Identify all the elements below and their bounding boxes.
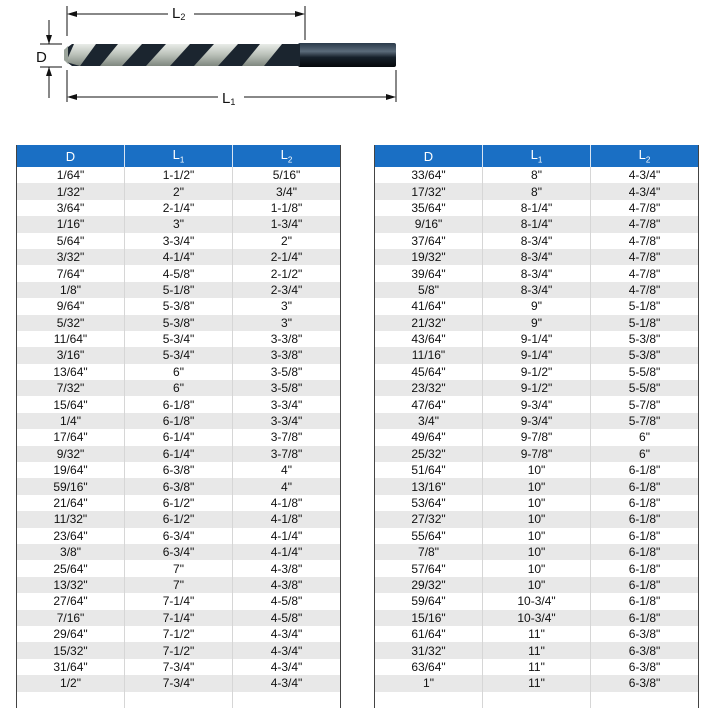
l1-label: L1 [222,90,236,107]
table-row [17,642,341,658]
cell-flute-length: 4-1/8" [233,511,341,527]
table-row [375,331,699,347]
cell-diameter: 49/64" [375,429,483,445]
cell-flute-length: 3" [233,315,341,331]
table-row [17,593,341,609]
cell-diameter: 51/64" [375,462,483,478]
cell-overall-length: 6-1/2" [125,511,233,527]
table-row [375,282,699,298]
cell-diameter: 19/32" [375,249,483,265]
cell-diameter: 3/8" [17,544,125,560]
table-row [17,396,341,412]
cell-flute-length: 6-3/8" [591,675,699,691]
cell-diameter: 13/32" [17,577,125,593]
l1-dimension [67,70,396,107]
cell-diameter: 17/64" [17,429,125,445]
table-row [17,528,341,544]
cell-flute-length: 4-3/8" [233,577,341,593]
cell-diameter: 59/16" [17,478,125,494]
cell-flute-length: 6-1/8" [591,560,699,576]
cell-flute-length: 3-3/8" [233,331,341,347]
table-row [17,429,341,445]
cell-overall-length: 5-1/8" [125,282,233,298]
cell-overall-length: 9-1/4" [483,347,591,363]
cell-flute-length: 2" [233,233,341,249]
cell-flute-length: 3" [233,298,341,314]
cell-diameter: 31/32" [375,642,483,658]
table-row [375,446,699,462]
cell-diameter: 27/64" [17,593,125,609]
table-row [17,626,341,642]
cell-diameter: 1" [375,675,483,691]
table-row [375,298,699,314]
cell-overall-length: 3" [125,216,233,232]
cell-overall-length [483,692,591,708]
d-label: D [36,49,47,66]
cell-overall-length: 5-3/8" [125,298,233,314]
cell-flute-length: 4-3/4" [233,626,341,642]
table-row [17,200,341,216]
cell-overall-length: 9-7/8" [483,446,591,462]
cell-overall-length: 7-1/2" [125,642,233,658]
cell-flute-length: 6" [591,429,699,445]
cell-overall-length: 7-3/4" [125,675,233,691]
cell-overall-length: 8-3/4" [483,265,591,281]
cell-flute-length: 6-1/8" [591,528,699,544]
cell-flute-length: 6-1/8" [591,593,699,609]
table-row [375,610,699,626]
cell-flute-length: 2-3/4" [233,282,341,298]
cell-flute-length: 5/16" [233,167,341,183]
table-row [375,659,699,675]
cell-diameter: 59/64" [375,593,483,609]
cell-overall-length: 8-1/4" [483,200,591,216]
cell-overall-length: 8-3/4" [483,233,591,249]
cell-overall-length: 6-3/4" [125,528,233,544]
cell-overall-length: 8" [483,167,591,183]
cell-overall-length: 10" [483,495,591,511]
cell-flute-length: 4" [233,478,341,494]
cell-overall-length: 11" [483,642,591,658]
cell-flute-length: 4-1/8" [233,495,341,511]
cell-diameter: 1/2" [17,675,125,691]
table-row [17,659,341,675]
cell-overall-length: 9-3/4" [483,396,591,412]
cell-overall-length: 6" [125,380,233,396]
cell-diameter: 37/64" [375,233,483,249]
cell-flute-length: 5-5/8" [591,364,699,380]
cell-diameter: 3/32" [17,249,125,265]
cell-overall-length: 4-5/8" [125,265,233,281]
cell-flute-length: 3-3/4" [233,396,341,412]
cell-diameter: 31/64" [17,659,125,675]
cell-overall-length: 6-3/4" [125,544,233,560]
header-l2: $L_2$ [233,145,341,167]
cell-flute-length: 4-3/4" [591,183,699,199]
cell-overall-length: 9-3/4" [483,413,591,429]
cell-overall-length: 2" [125,183,233,199]
cell-diameter: 5/8" [375,282,483,298]
cell-diameter: 17/32" [375,183,483,199]
cell-flute-length: 6-1/8" [591,495,699,511]
cell-overall-length: 3-3/4" [125,233,233,249]
cell-flute-length: 5-7/8" [591,396,699,412]
cell-diameter: 9/16" [375,216,483,232]
table-row [375,593,699,609]
table-row [375,495,699,511]
table-row [17,478,341,494]
cell-diameter: 23/64" [17,528,125,544]
cell-overall-length: 7-1/4" [125,593,233,609]
cell-diameter: 9/64" [17,298,125,314]
cell-diameter: 11/16" [375,347,483,363]
table-row [17,331,341,347]
cell-diameter: 7/8" [375,544,483,560]
table-row [17,577,341,593]
table-row [17,610,341,626]
cell-flute-length: 6-1/8" [591,478,699,494]
cell-diameter: 45/64" [375,364,483,380]
cell-flute-length [591,692,699,708]
table-row [375,315,699,331]
table-row [375,528,699,544]
table-row [375,167,699,183]
cell-overall-length: 9-1/2" [483,380,591,396]
cell-flute-length: 6" [591,446,699,462]
cell-flute-length: 2-1/4" [233,249,341,265]
cell-flute-length: 6-3/8" [591,626,699,642]
cell-diameter: 13/16" [375,478,483,494]
cell-diameter: 11/32" [17,511,125,527]
cell-diameter: 3/64" [17,200,125,216]
cell-diameter: 19/64" [17,462,125,478]
header-d: D [17,145,125,167]
drill-bit [64,43,396,67]
cell-overall-length: 8-3/4" [483,282,591,298]
cell-overall-length: 8-3/4" [483,249,591,265]
table-row [17,249,341,265]
cell-flute-length: 4-1/4" [233,544,341,560]
cell-flute-length: 4-3/4" [233,642,341,658]
cell-overall-length: 10" [483,462,591,478]
cell-flute-length: 4-5/8" [233,610,341,626]
cell-overall-length: 10" [483,560,591,576]
cell-overall-length: 6-1/8" [125,413,233,429]
cell-diameter: 27/32" [375,511,483,527]
table-row [17,167,341,183]
cell-diameter: 7/32" [17,380,125,396]
cell-diameter: 1/4" [17,413,125,429]
table-row [375,233,699,249]
table-row [17,233,341,249]
table-row [17,544,341,560]
cell-overall-length: 5-3/8" [125,315,233,331]
cell-overall-length: 5-3/4" [125,347,233,363]
cell-flute-length: 4" [233,462,341,478]
cell-diameter [17,692,125,708]
table-row [17,347,341,363]
table-row [17,315,341,331]
table-row [17,495,341,511]
cell-flute-length: 6-1/8" [591,544,699,560]
cell-flute-length: 5-7/8" [591,413,699,429]
table-row [375,577,699,593]
cell-diameter: 13/64" [17,364,125,380]
cell-diameter: 47/64" [375,396,483,412]
cell-flute-length: 4-7/8" [591,265,699,281]
cell-overall-length: 6" [125,364,233,380]
cell-diameter: 5/64" [17,233,125,249]
cell-diameter: 9/32" [17,446,125,462]
table-row [375,626,699,642]
cell-flute-length: 3-7/8" [233,429,341,445]
table-row [375,396,699,412]
cell-overall-length: 9" [483,298,591,314]
cell-flute-length: 4-3/4" [591,167,699,183]
cell-flute-length: 3-7/8" [233,446,341,462]
cell-diameter: 29/64" [17,626,125,642]
l2-dimension [67,4,305,40]
table-row [17,298,341,314]
cell-flute-length: 5-3/8" [591,331,699,347]
table-row [17,446,341,462]
table-row [375,462,699,478]
cell-flute-length: 4-7/8" [591,233,699,249]
cell-overall-length: 4-1/4" [125,249,233,265]
cell-diameter: 61/64" [375,626,483,642]
cell-flute-length: 6-1/8" [591,577,699,593]
cell-overall-length: 10-3/4" [483,593,591,609]
cell-overall-length: 9-7/8" [483,429,591,445]
cell-overall-length: 11" [483,659,591,675]
table-row [375,364,699,380]
cell-flute-length: 4-7/8" [591,216,699,232]
cell-overall-length: 10" [483,544,591,560]
cell-diameter: 25/64" [17,560,125,576]
cell-flute-length: 4-5/8" [233,593,341,609]
cell-diameter: 29/32" [375,577,483,593]
cell-flute-length: 6-1/8" [591,511,699,527]
cell-overall-length: 7-1/4" [125,610,233,626]
cell-diameter: 1/8" [17,282,125,298]
cell-flute-length: 3-3/4" [233,413,341,429]
cell-diameter: 23/32" [375,380,483,396]
cell-diameter: 43/64" [375,331,483,347]
table-row [375,265,699,281]
cell-flute-length: 6-1/8" [591,610,699,626]
cell-diameter: 5/32" [17,315,125,331]
table-row [375,200,699,216]
table-row [375,692,699,708]
cell-diameter: 15/64" [17,396,125,412]
cell-flute-length: 3-5/8" [233,364,341,380]
cell-diameter: 41/64" [375,298,483,314]
cell-diameter: 33/64" [375,167,483,183]
cell-flute-length: 5-1/8" [591,315,699,331]
cell-overall-length: 7-1/2" [125,626,233,642]
cell-overall-length: 6-3/8" [125,462,233,478]
header-d: D [375,145,483,167]
table-row [375,478,699,494]
cell-overall-length: 11" [483,675,591,691]
cell-overall-length: 6-1/4" [125,446,233,462]
cell-diameter: 11/64" [17,331,125,347]
table-row [375,544,699,560]
cell-diameter: 1/32" [17,183,125,199]
table-row [17,216,341,232]
table-header-row [17,145,341,167]
cell-overall-length: 10-3/4" [483,610,591,626]
cell-diameter: 15/32" [17,642,125,658]
cell-flute-length: 5-5/8" [591,380,699,396]
cell-diameter: 39/64" [375,265,483,281]
cell-diameter: 1/64" [17,167,125,183]
cell-diameter: 15/16" [375,610,483,626]
drill-bit-diagram [0,0,710,130]
table-row [375,429,699,445]
cell-flute-length: 6-3/8" [591,659,699,675]
table-header-row [375,145,699,167]
cell-overall-length: 7-3/4" [125,659,233,675]
cell-overall-length: 9-1/4" [483,331,591,347]
cell-flute-length: 4-3/8" [233,560,341,576]
table-row [375,642,699,658]
cell-overall-length: 9" [483,315,591,331]
cell-flute-length: 6-3/8" [591,642,699,658]
table-row [375,675,699,691]
cell-flute-length: 6-1/8" [591,462,699,478]
cell-overall-length: 10" [483,577,591,593]
cell-diameter: 3/4" [375,413,483,429]
cell-flute-length: 5-3/8" [591,347,699,363]
cell-flute-length: 3/4" [233,183,341,199]
cell-overall-length: 6-1/8" [125,396,233,412]
cell-diameter: 1/16" [17,216,125,232]
header-l2: $L_2$ [591,145,699,167]
cell-flute-length: 3-5/8" [233,380,341,396]
cell-diameter: 25/32" [375,446,483,462]
table-row [375,560,699,576]
cell-diameter: 21/64" [17,495,125,511]
table-row [375,347,699,363]
cell-flute-length: 3-3/8" [233,347,341,363]
cell-diameter: 21/32" [375,315,483,331]
table-row [17,413,341,429]
cell-overall-length: 7" [125,560,233,576]
cell-overall-length: 11" [483,626,591,642]
cell-overall-length: 10" [483,478,591,494]
table-row [375,380,699,396]
cell-diameter: 35/64" [375,200,483,216]
size-table-right [374,145,699,708]
size-table-left [16,145,341,708]
cell-flute-length: 5-1/8" [591,298,699,314]
table-row [17,183,341,199]
table-row [17,511,341,527]
cell-overall-length: 1-1/2" [125,167,233,183]
table-row [17,364,341,380]
cell-overall-length: 6-1/2" [125,495,233,511]
cell-overall-length: 9-1/2" [483,364,591,380]
d-dimension [36,20,62,98]
cell-overall-length: 8" [483,183,591,199]
cell-flute-length: 4-7/8" [591,282,699,298]
cell-diameter: 3/16" [17,347,125,363]
cell-overall-length: 7" [125,577,233,593]
cell-flute-length: 4-1/4" [233,528,341,544]
header-l1: $L_1$ [125,145,233,167]
header-l1: $L_1$ [483,145,591,167]
table-row [17,282,341,298]
table-row [17,675,341,691]
cell-overall-length: 8-1/4" [483,216,591,232]
table-row [17,265,341,281]
cell-overall-length: 5-3/4" [125,331,233,347]
cell-overall-length [125,692,233,708]
table-row [375,183,699,199]
l2-label: L2 [172,5,186,22]
cell-diameter: 7/16" [17,610,125,626]
table-row [17,462,341,478]
cell-diameter: 63/64" [375,659,483,675]
cell-diameter [375,692,483,708]
table-row [17,692,341,708]
cell-flute-length: 4-7/8" [591,200,699,216]
cell-flute-length: 4-3/4" [233,675,341,691]
cell-flute-length: 4-7/8" [591,249,699,265]
cell-diameter: 7/64" [17,265,125,281]
cell-diameter: 55/64" [375,528,483,544]
cell-overall-length: 10" [483,511,591,527]
cell-flute-length: 1-3/4" [233,216,341,232]
cell-flute-length: 1-1/8" [233,200,341,216]
table-row [17,380,341,396]
cell-diameter: 53/64" [375,495,483,511]
cell-diameter: 57/64" [375,560,483,576]
table-row [17,560,341,576]
cell-flute-length [233,692,341,708]
table-row [375,413,699,429]
cell-overall-length: 2-1/4" [125,200,233,216]
table-row [375,511,699,527]
cell-overall-length: 6-3/8" [125,478,233,494]
table-row [375,249,699,265]
cell-overall-length: 10" [483,528,591,544]
cell-flute-length: 2-1/2" [233,265,341,281]
table-row [375,216,699,232]
cell-overall-length: 6-1/4" [125,429,233,445]
cell-flute-length: 4-3/4" [233,659,341,675]
